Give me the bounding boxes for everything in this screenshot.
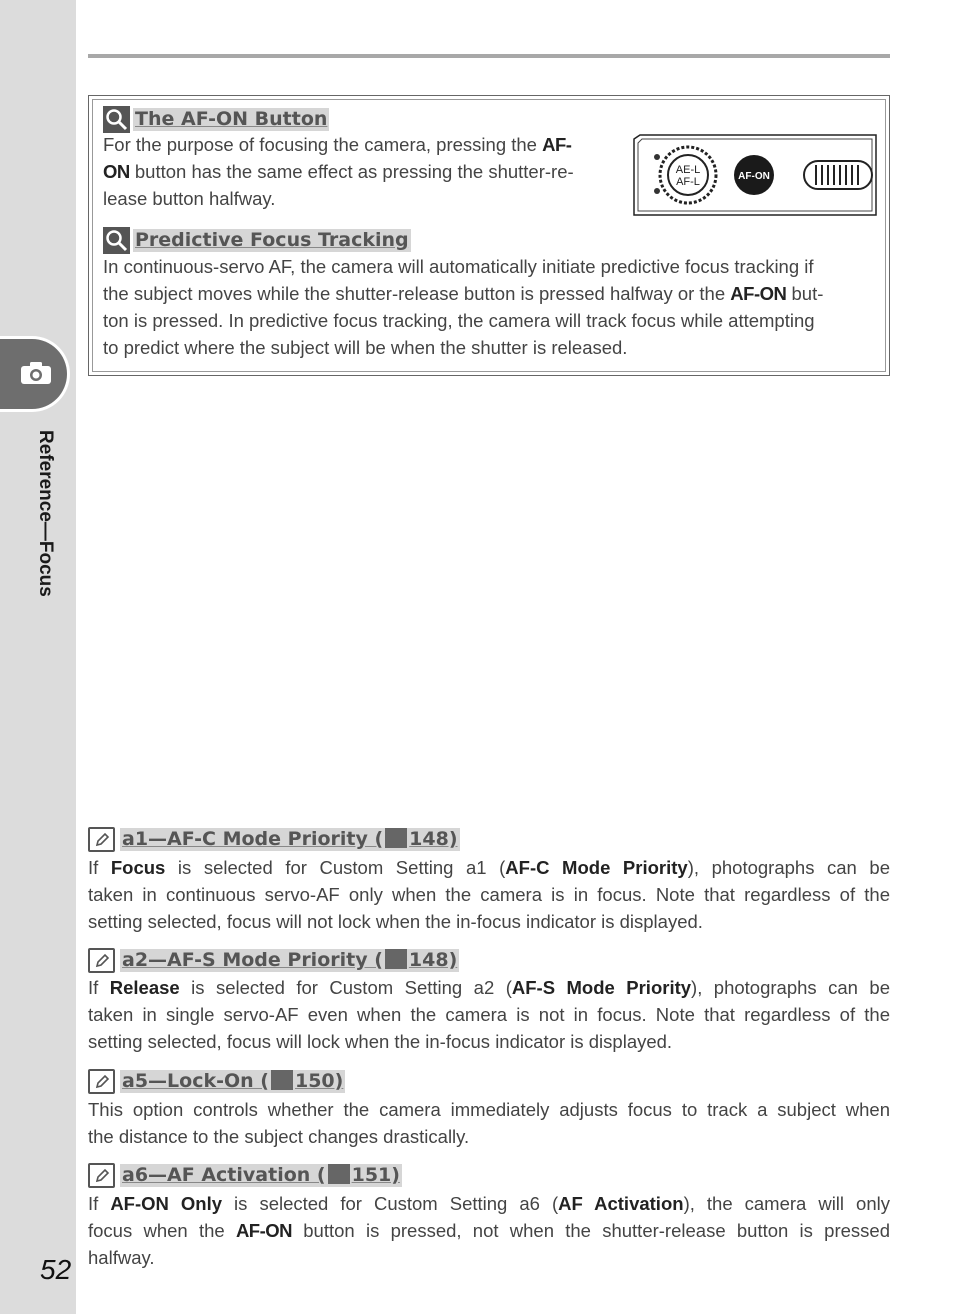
- pencil-icon: [88, 827, 115, 852]
- page-number: 52: [40, 1254, 72, 1285]
- side-strip: [0, 0, 76, 1314]
- magnifier-icon: [103, 227, 130, 254]
- page-ref-icon: [385, 828, 407, 848]
- page-ref-icon: [271, 1070, 293, 1090]
- text-a1: If Focus is selected for Custom Setting a1 (AF-C Mode Priority), photographs can be taken in continuous servo-AF only when the camera is in focus. Note that regardless of the setting selected, focus will not lock when the in-focus indicator is displayed.: [88, 857, 890, 932]
- af-l-label: AF-L: [676, 176, 700, 188]
- ae-l-label: AE-L: [675, 164, 701, 176]
- camera-buttons-illustration: [632, 133, 878, 217]
- page-ref-icon: [328, 1164, 350, 1184]
- text-a2: If Release is selected for Custom Setting a2 (AF-S Mode Priority), photographs can be taken in single servo-AF even when the camera is not in focus. Note that regardless of the setting selected, focus will lock when the in-focus indicator is displayed.: [88, 977, 890, 1052]
- pencil-icon: [88, 948, 115, 973]
- af-on-label: AF-ON: [738, 171, 770, 182]
- page-ref-icon: [385, 949, 407, 969]
- top-rule: [88, 54, 890, 58]
- section-label: Reference—Focus: [35, 430, 56, 597]
- text-a5: This option controls whether the camera immediately adjusts focus to track a subject when the distance to the subject changes drastically.: [88, 1099, 890, 1147]
- pencil-icon: [88, 1069, 115, 1094]
- note-heading-af-on: The AF-ON Button: [103, 106, 329, 133]
- text-a6: If AF-ON Only is selected for Custom Setting a6 (AF Activation), the camera will only focus when the AF-ON button is pressed, not when the shutter-release button is pressed halfway.: [88, 1193, 890, 1268]
- note-heading-predictive: Predictive Focus Tracking: [103, 227, 411, 254]
- heading-a5: a5—Lock-On ( 150): [88, 1069, 345, 1094]
- note1-text: For the purpose of focusing the camera, pressing the AF- ON button has the same effect as pressing the shutter-re- lease button halfway.: [103, 134, 574, 209]
- heading-a2: a2—AF-S Mode Priority ( 148): [88, 948, 459, 973]
- heading-a1: a1—AF-C Mode Priority ( 148): [88, 827, 460, 852]
- camera-icon: [20, 361, 52, 385]
- magnifier-icon: [103, 106, 130, 133]
- pencil-icon: [88, 1163, 115, 1188]
- heading-a6: a6—AF Activation ( 151): [88, 1163, 402, 1188]
- note2-text: In continuous-servo AF, the camera will automatically initiate predictive focus tracking if the subject moves while the shutter-release button is pressed halfway or the AF-ON but- ton is pressed. In predictive focus tracking, the camera will track focus while attempting to predict where the subject will be when the shutter is released.: [103, 256, 824, 358]
